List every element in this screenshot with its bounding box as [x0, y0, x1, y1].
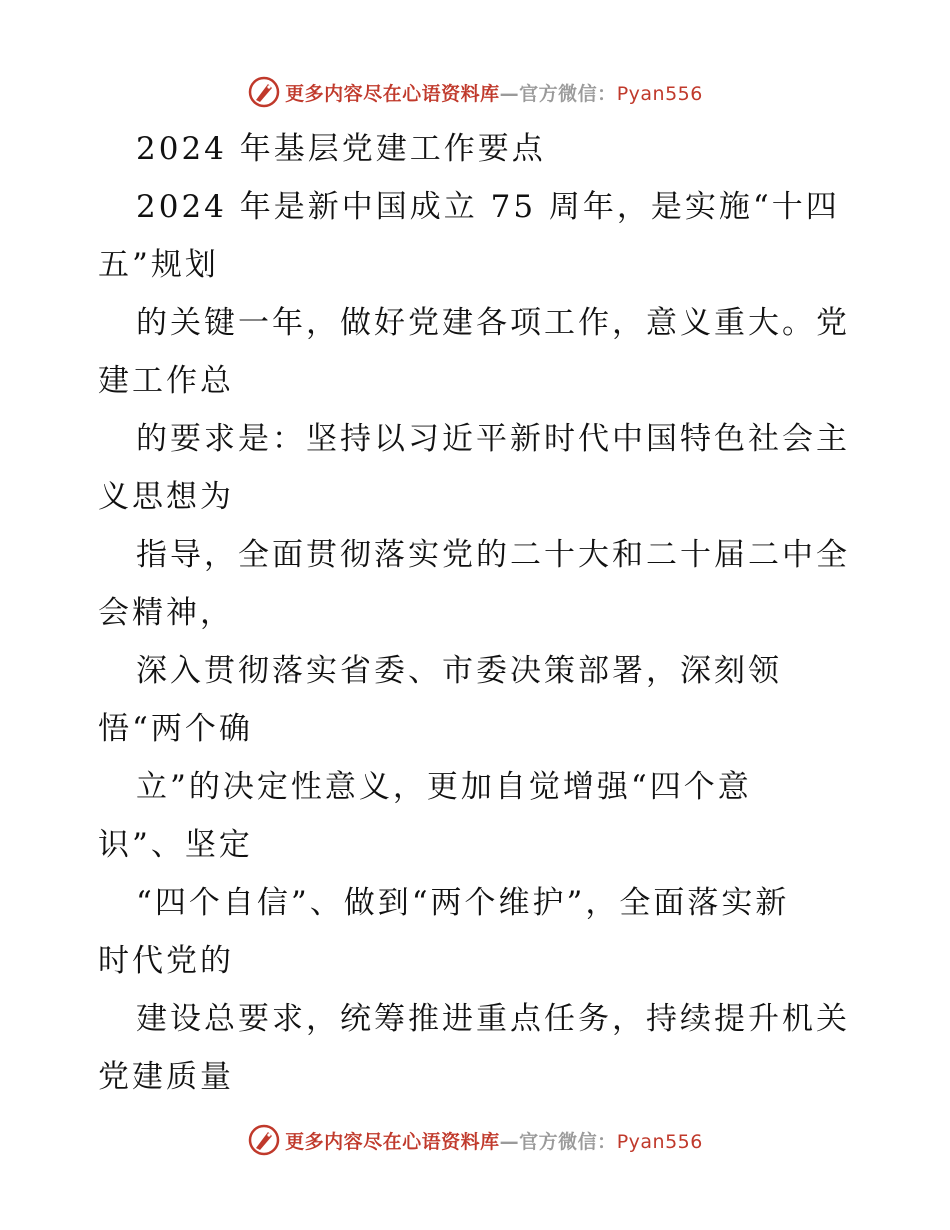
- document-line: 义思想为: [98, 479, 234, 515]
- watermark-text: [285, 79, 703, 106]
- document-line: 建设总要求，统筹推进重点任务，持续提升机关: [136, 1001, 850, 1037]
- document-line: 建工作总: [98, 363, 234, 399]
- watermark-site-name: 更多内容尽在心语资料库: [285, 82, 500, 105]
- document-line: 立”的决定性意义，更加自觉增强“四个意: [136, 769, 752, 805]
- document-line: 2024 年是新中国成立 75 周年，是实施“十四: [136, 189, 840, 225]
- document-line: 的要求是：坚持以习近平新时代中国特色社会主: [136, 421, 850, 457]
- watermark-account: Pyan556: [616, 82, 703, 105]
- watermark-site-name: 更多内容尽在心语资料库: [285, 1130, 500, 1153]
- document-line: “四个自信”、做到“两个维护”，全面落实新: [136, 885, 790, 921]
- document-line: 识”、坚定: [98, 827, 253, 863]
- document-line: 党建质量: [98, 1059, 234, 1095]
- watermark-account: Pyan556: [616, 1130, 703, 1153]
- document-line: 时代党的: [98, 943, 234, 979]
- document-line: 的关键一年，做好党建各项工作，意义重大。党: [136, 305, 850, 341]
- document-line: 深入贯彻落实省委、市委决策部署，深刻领: [136, 653, 782, 689]
- watermark-dash: —: [499, 1130, 520, 1153]
- document-line: 五”规划: [98, 247, 219, 283]
- document-line: 会精神，: [98, 595, 234, 631]
- watermark-banner-top: [0, 72, 950, 112]
- pen-nib-logo-icon: [247, 75, 281, 109]
- document-body: [98, 120, 858, 1106]
- document-line: 指导，全面贯彻落实党的二十大和二十届二中全: [136, 537, 850, 573]
- watermark-banner-bottom: [0, 1120, 950, 1160]
- watermark-dash: —: [499, 82, 520, 105]
- pen-nib-logo-icon: [247, 1123, 281, 1157]
- document-line: 2024 年基层党建工作要点: [136, 131, 546, 167]
- watermark-label: 官方微信：: [519, 82, 617, 105]
- watermark-text: [285, 1127, 703, 1154]
- document-line: 悟“两个确: [98, 711, 253, 747]
- watermark-label: 官方微信：: [519, 1130, 617, 1153]
